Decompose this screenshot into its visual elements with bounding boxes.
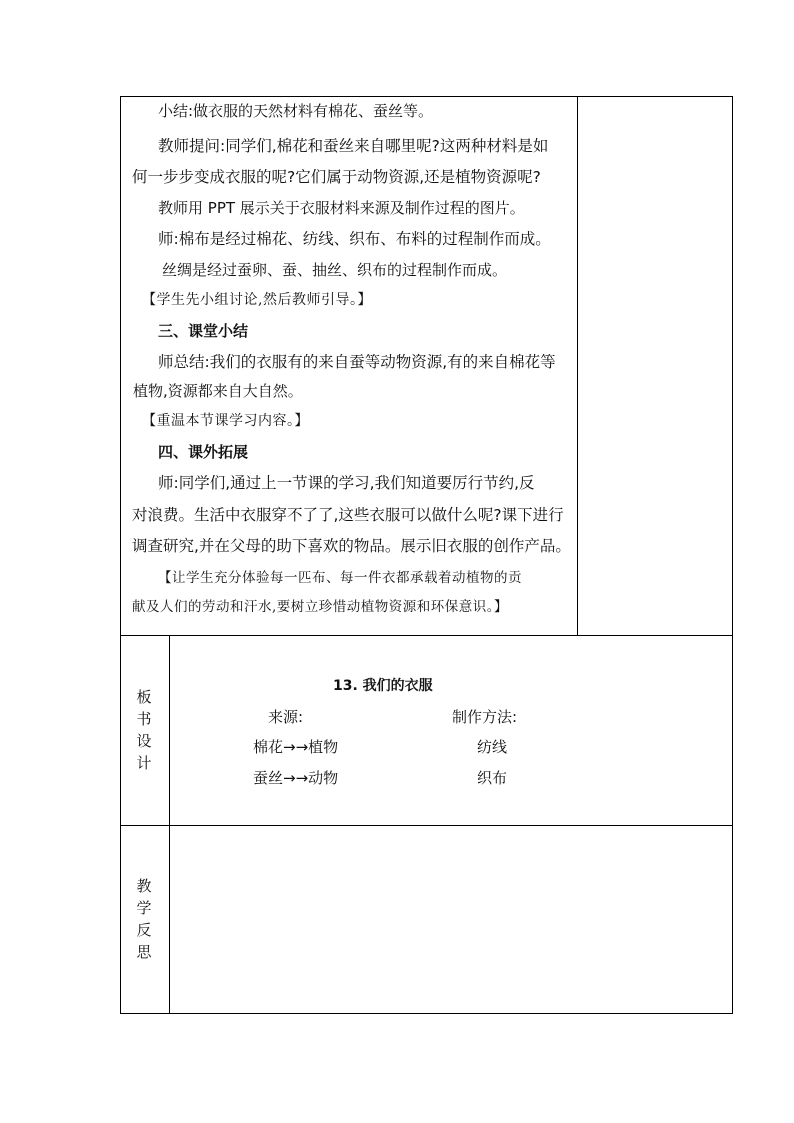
board-source-silk: 蚕丝→→动物 (253, 769, 339, 787)
lesson-note-2: 【重温本节课学习内容。】 (142, 413, 309, 429)
board-label-char-4: 计 (136, 754, 152, 772)
table-border-bottom (120, 1013, 733, 1014)
lesson-note-1: 【学生先小组讨论,然后教师引导。】 (142, 292, 372, 308)
section-heading-summary: 三、课堂小结 (158, 322, 249, 340)
label-column-divider (169, 635, 170, 1014)
board-label-char-2: 书 (136, 710, 152, 728)
lesson-line-3: 何一步步变成衣服的呢?它们属于动物资源,还是植物资源呢? (132, 168, 541, 186)
table-divider-2 (120, 825, 733, 826)
lesson-line-9: 师总结:我们的衣服有的来自蚕等动物资源,有的来自棉花等 (158, 353, 556, 371)
table-divider-1 (120, 635, 733, 636)
board-source-header: 来源: (268, 708, 304, 726)
board-method-spinning: 纺线 (477, 738, 508, 756)
board-title: 13. 我们的衣服 (333, 678, 433, 694)
board-source-cotton: 棉花→→植物 (253, 738, 339, 756)
board-label-char-3: 设 (136, 732, 152, 750)
reflection-label-char-4: 思 (136, 943, 152, 961)
teaching-reflection-content[interactable] (171, 827, 731, 1012)
board-label-char-1: 板 (136, 688, 152, 706)
lesson-line-2: 教师提问:同学们,棉花和蚕丝来自哪里呢?这两种材料是如 (158, 137, 549, 155)
teaching-reflection-label (121, 875, 167, 963)
reflection-label-char-1: 教 (136, 877, 152, 895)
reflection-label-char-2: 学 (136, 899, 152, 917)
board-method-header: 制作方法: (452, 708, 518, 726)
lesson-note-3-line-2: 献及人们的劳动和汗水,要树立珍惜动植物资源和环保意识。】 (132, 599, 509, 615)
board-design-label (121, 686, 167, 774)
section-heading-extension: 四、课外拓展 (158, 443, 249, 461)
table-border-top (120, 96, 733, 97)
reflection-label-char-3: 反 (136, 921, 152, 939)
lesson-note-3-line-1: 【让学生充分体验每一匹布、每一件衣都承载着动植物的贡 (158, 570, 522, 586)
table-border-right (732, 96, 733, 1014)
lesson-line-5: 师:棉布是经过棉花、纺线、织布、布料的过程制作而成。 (158, 230, 551, 248)
lesson-line-13: 师:同学们,通过上一节课的学习,我们知道要厉行节约,反 (158, 474, 535, 492)
lesson-line-14: 对浪费。生活中衣服穿不了了,这些衣服可以做什么呢?课下进行 (132, 506, 564, 524)
notes-column-divider (577, 96, 578, 636)
lesson-line-6: 丝绸是经过蚕卵、蚕、抽丝、织布的过程制作而成。 (162, 261, 508, 279)
lesson-line-15: 调查研究,并在父母的助下喜欢的物品。展示旧衣服的创作产品。 (132, 537, 571, 555)
lesson-line-1: 小结:做衣服的天然材料有棉花、蚕丝等。 (158, 102, 434, 120)
lesson-line-10: 植物,资源都来自大自然。 (133, 382, 303, 400)
board-method-weaving: 织布 (477, 769, 508, 787)
lesson-line-4: 教师用 PPT 展示关于衣服材料来源及制作过程的图片。 (158, 199, 525, 217)
